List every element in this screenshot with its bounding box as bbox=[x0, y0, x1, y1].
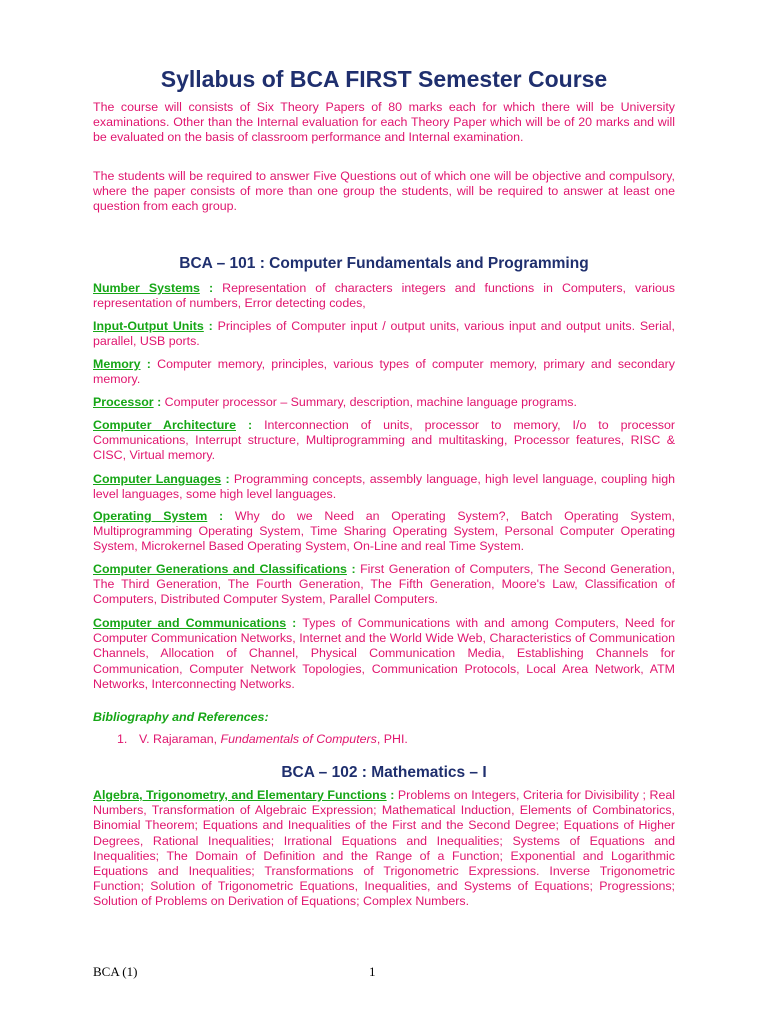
bibliography-number: 1. bbox=[117, 732, 128, 746]
topic-text: Interconnection of units, processor to memory, I/o to processor Communications, Interrupt structure, Multiprogramming and multitasking, Processor features, RISC & CISC, Virtual memory. bbox=[93, 418, 676, 463]
topic-colon: : bbox=[286, 616, 303, 630]
topic-text: Computer memory, principles, various types of computer memory, primary and secondary memory. bbox=[93, 357, 675, 387]
topic-colon: : bbox=[199, 281, 223, 295]
bibliography-heading: Bibliography and References: bbox=[93, 710, 269, 724]
topic-heading: Memory bbox=[93, 357, 141, 371]
footer-document-label: BCA (1) bbox=[93, 964, 138, 979]
topic-memory bbox=[93, 357, 675, 387]
course-101-title: BCA – 101 : Computer Fundamentals and Programming bbox=[179, 255, 589, 272]
topic-colon: : bbox=[386, 788, 398, 802]
topic-processor bbox=[93, 395, 675, 410]
footer-page-number: 1 bbox=[369, 964, 376, 979]
topic-heading: Algebra, Trigonometry, and Elementary Functions bbox=[93, 788, 387, 802]
topic-colon: : bbox=[153, 395, 165, 409]
topic-computer-generations bbox=[93, 562, 675, 608]
topic-operating-system bbox=[93, 509, 675, 555]
topic-heading: Number Systems bbox=[93, 281, 200, 295]
topic-heading: Operating System bbox=[93, 509, 208, 523]
topic-computer-languages bbox=[93, 472, 675, 502]
topic-colon: : bbox=[221, 472, 234, 486]
topic-colon: : bbox=[236, 418, 265, 432]
topic-colon: : bbox=[203, 319, 218, 333]
topic-heading: Computer Generations and Classifications bbox=[93, 562, 347, 576]
topic-text: Computer processor – Summary, description, machine language programs. bbox=[164, 395, 577, 409]
intro-paragraph-2: The students will be required to answer Five Questions out of which one will be objective and compulsory, where the paper consists of more than one group the students, will be required to answer at least one question from each group. bbox=[93, 169, 675, 214]
intro-paragraph-1: The course will consists of Six Theory Papers of 80 marks each for which there will be University examinations. Other than the Internal evaluation for each Theory Paper which will be of 20 marks and will be evaluated on the basis of classroom performance and Internal examination. bbox=[93, 100, 675, 145]
topic-colon: : bbox=[140, 357, 158, 371]
topic-input-output-units bbox=[93, 319, 675, 349]
topic-heading: Computer Architecture bbox=[93, 418, 237, 432]
bibliography-book-title: Fundamentals of Computers bbox=[220, 732, 377, 746]
topic-text: Types of Communications with and among Computers, Need for Computer Communication Networks, Internet and the World Wide Web, Characteristics of Communication Channels, Allocation of Channel, Physical Communication Media, Establishing Channels for Communication, Computer Network Topologies, Communication Protocols, Local Area Network, ATM Networks, Interconnecting Networks. bbox=[93, 616, 675, 691]
topic-computer-architecture bbox=[93, 418, 675, 464]
topic-number-systems bbox=[93, 281, 675, 311]
topic-text: Principles of Computer input / output units, various input and output units. Serial, parallel, USB ports. bbox=[93, 319, 675, 349]
topic-heading: Input-Output Units bbox=[93, 319, 204, 333]
course-102-title: BCA – 102 : Mathematics – I bbox=[281, 764, 487, 781]
bibliography-item bbox=[117, 731, 408, 747]
topic-text: Why do we Need an Operating System?, Batch Operating System, Multiprogramming Operating System, Time Sharing Operating System, Personal Computer Operating System, Microkernel Based Operating System, On-Line and real Time System. bbox=[93, 509, 676, 554]
topic-computer-communications bbox=[93, 616, 675, 692]
topic-text: First Generation of Computers, The Second Generation, The Third Generation, The Fourth Generation, The Fifth Generation, Moore's Law, Classification of Computers, Distributed Computer System, Parallel Computers. bbox=[93, 562, 675, 607]
page-title: Syllabus of BCA FIRST Semester Course bbox=[160, 66, 608, 92]
topic-algebra-trigonometry bbox=[93, 788, 675, 910]
bibliography-publisher: , PHI. bbox=[376, 732, 408, 746]
topic-heading: Computer Languages bbox=[93, 472, 222, 486]
topic-text: Representation of characters integers and functions in Computers, various representation of numbers, Error detecting codes, bbox=[93, 281, 676, 311]
bibliography-author: V. Rajaraman, bbox=[139, 732, 221, 746]
topic-colon: : bbox=[346, 562, 361, 576]
topic-heading: Computer and Communications bbox=[93, 616, 287, 630]
topic-text: Programming concepts, assembly language, high level language, coupling high level languages, some high level languages. bbox=[93, 472, 676, 502]
topic-heading: Processor bbox=[93, 395, 154, 409]
topic-colon: : bbox=[207, 509, 235, 523]
topic-text: Problems on Integers, Criteria for Divisibility ; Real Numbers, Transformation of Algebraic Expression; Mathematical Induction, Elements of Combinatorics, Binomial Theorem; Equations and Inequalities of the First and the Second Degree; Equations of Higher Degrees, Rational Inequalities; Irrational Equations and Inequalities; Systems of Equations and Inequalities; The Domain of Definition and the Range of a Function; Exponential and Logarithmic Equations and Inequalities; Transformations of Trigonometric Expressions. Inverse Trigonometric Function; Solution of Trigonometric Equations, Inequalities, and Systems of Equations; Progressions; Solution of Problems on Derivation of Equations; Complex Numbers. bbox=[93, 788, 675, 909]
